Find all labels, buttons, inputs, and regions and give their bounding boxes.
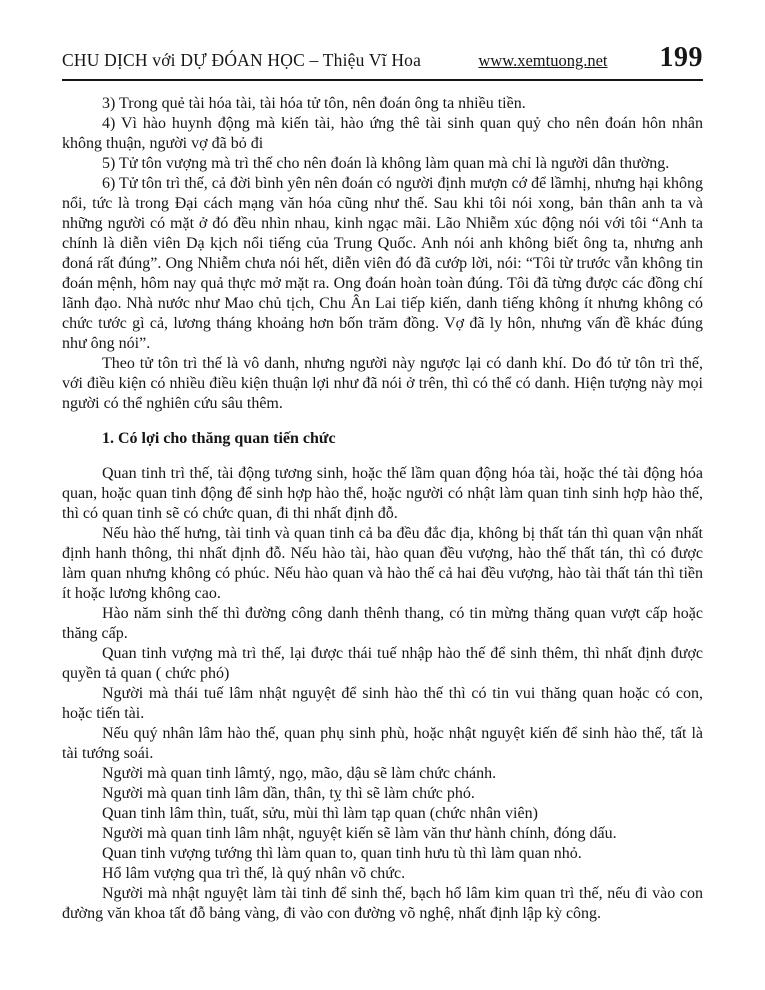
website-url: www.xemtuong.net — [478, 51, 608, 70]
paragraph: Hào năm sinh thế thì đường công danh thênh thang, có tin mừng thăng quan vượt cấp hoặc thăng cấp. — [62, 605, 703, 642]
paragraph: Nếu hào thế hưng, tài tinh và quan tinh cả ba đều đắc địa, không bị thất tán thì quan vận nhất định hanh thông, thi nhất định đỗ. Nếu hào tài, hào quan đều vượng, hào thế thất tán, thì có được làm quan nhưng không có phúc. Nếu hào quan và hào thế cả hai đều vượng, hào tài thất tán thì tiền ít hoặc lương không cao. — [62, 525, 703, 602]
paragraph: Hổ lâm vượng qua trì thế, là quý nhân võ chức. — [102, 865, 406, 882]
paragraph: Người mà quan tinh lâm nhật, nguyệt kiến sẽ làm văn thư hành chính, đóng dấu. — [102, 825, 617, 842]
page-body — [62, 94, 703, 924]
paragraph: 6) Tử tôn trì thế, cả đời bình yên nên đoán có người định mượn cớ để lầmhị, nhưng hại không nổi, tức là trong Đại cách mạng văn hóa cũng như thế. Sau khi tôi nói xong, bản thân anh ta và những người có mặt ở đó đều nhìn nhau, kinh ngạc mãi. Lão Nhiễm xúc động nói với tôi “Anh ta chính là diễn viên Dạ kịch nổi tiếng của Trung Quốc. Anh nói anh không biết ông ta, nhưng anh đoná rất đúng”. Ong Nhiễm chưa nói hết, diễn viên đó đã cướp lời, nói: “Tôi từ trước vẫn không tin đoán mệnh, hôm nay quả thực mở mặt ra. Ong đoán hoàn toàn đúng. Tôi đã từng được các đồng chí lãnh đạo. Nhà nước như Mao chủ tịch, Chu Ân Lai tiếp kiến, danh tiếng không ít nhưng không có chức tước gì cả, lương tháng khoảng hơn bốn trăm đồng. Vợ đã ly hôn, nhưng vấn đề khác đúng như ông nói”. — [62, 175, 703, 352]
page-number: 199 — [659, 42, 703, 73]
paragraph: Quan tinh lâm thìn, tuất, sửu, mùi thì làm tạp quan (chức nhân viên) — [102, 805, 538, 822]
paragraph: 4) Vì hào huynh động mà kiến tài, hào ứng thê tài sinh quan quỷ cho nên đoán hôn nhân không thuận, người vợ đã bỏ đi — [62, 115, 703, 152]
paragraph: Người mà thái tuế lâm nhật nguyệt để sinh hào thế thì có tin vui thăng quan hoặc có con, hoặc tiến tài. — [62, 685, 703, 722]
page-header — [62, 44, 703, 81]
paragraph: 5) Tử tôn vượng mà trì thế cho nên đoán là không làm quan mà chỉ là người dân thường. — [102, 155, 670, 172]
paragraph: Theo tử tôn trì thế là vô danh, nhưng người này ngược lại có danh khí. Do đó tử tôn trì thế, với điều kiện có nhiều điều kiện thuận lợi như đã nói ở trên, thì có thể có danh. Hiện tượng này mọi người có thể nghiên cứu sâu thêm. — [62, 355, 703, 412]
section-heading: 1. Có lợi cho thăng quan tiến chức — [102, 430, 336, 447]
paragraph: Quan tinh vượng mà trì thế, lại được thái tuế nhập hào thế để sinh thêm, thì nhất định được quyền tả quan ( chức phó) — [62, 645, 703, 682]
paragraph: Người mà quan tinh lâm dần, thân, tỵ thì sẽ làm chức phó. — [102, 785, 475, 802]
paragraph: Người mà quan tinh lâmtý, ngọ, mão, dậu sẽ làm chức chánh. — [102, 765, 497, 782]
paragraph: 3) Trong quẻ tài hóa tài, tài hóa tử tôn, nên đoán ông ta nhiều tiền. — [102, 95, 526, 112]
book-title: CHU DỊCH với DỰ ĐÓAN HỌC – Thiệu Vĩ Hoa — [62, 50, 422, 70]
paragraph: Nếu quý nhân lâm hào thế, quan phụ sinh phù, hoặc nhật nguyệt kiến để sinh hào thế, tất là tài tướng soái. — [62, 725, 703, 762]
paragraph: Người mà nhật nguyệt làm tài tinh để sinh thế, bạch hổ lâm kim quan trì thế, nếu đi vào con đường văn khoa tất đỗ bảng vàng, đi vào con đường võ nghệ, nhất định lập kỳ công. — [62, 885, 703, 922]
paragraph: Quan tinh trì thế, tài động tương sinh, hoặc thế lầm quan động hóa tài, hoặc thé tài động hóa quan, hoặc quan tinh động để sinh hợp hào thể, hoặc người có nhật làm quan tinh sinh hợp hào thế, thì có quan tinh sẽ có chức quan, đi thi nhất định đỗ. — [62, 465, 703, 522]
paragraph: Quan tinh vượng tướng thì làm quan to, quan tinh hưu tù thì làm quan nhỏ. — [102, 845, 582, 862]
